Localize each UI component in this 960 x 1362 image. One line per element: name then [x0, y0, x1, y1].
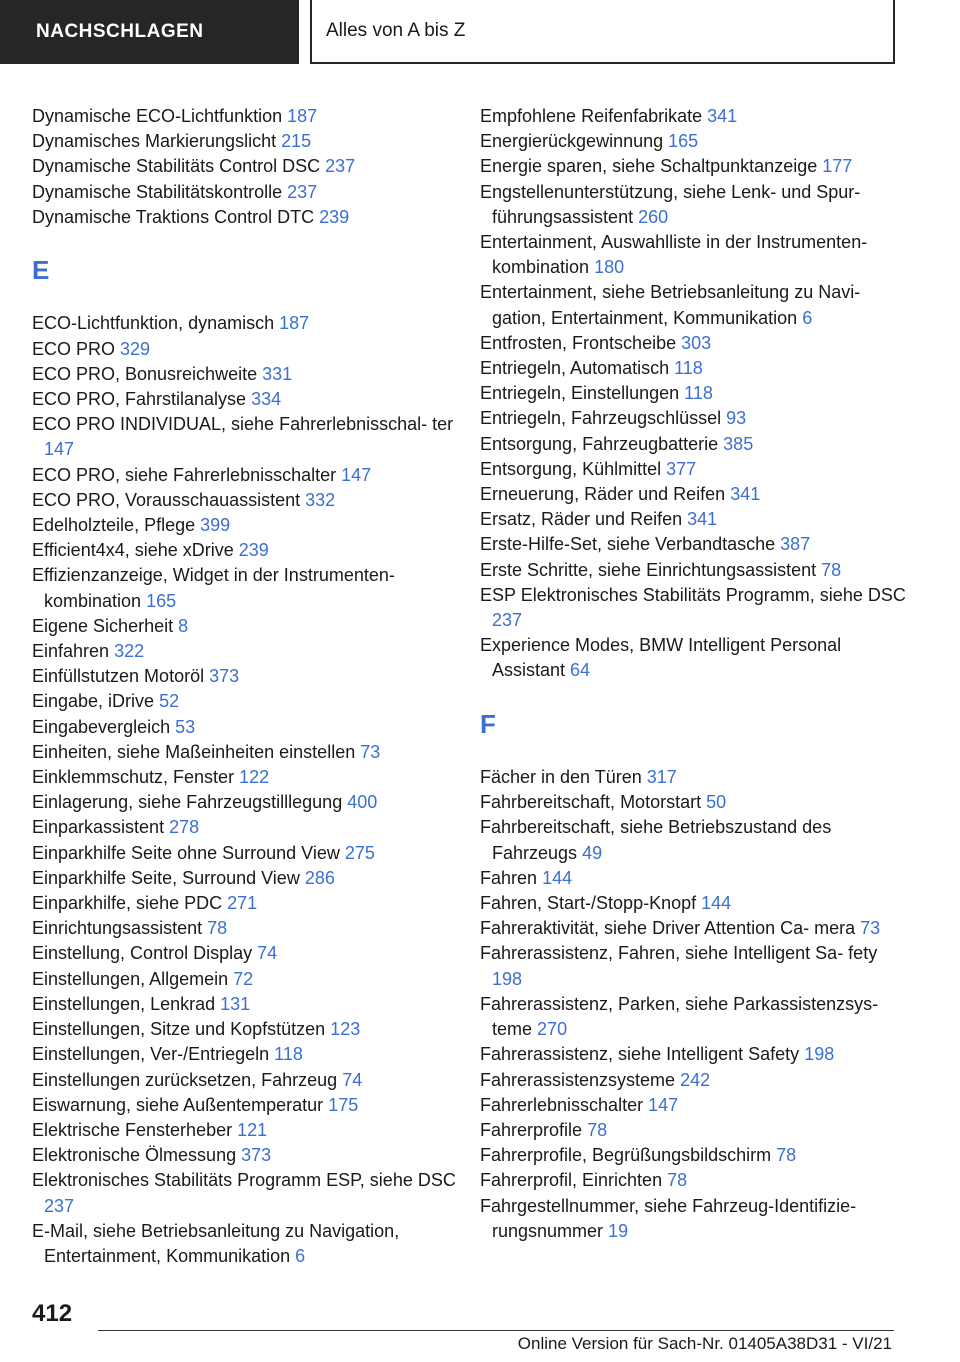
index-entry [480, 1118, 910, 1143]
index-entry-text: Efficient4x4, siehe xDrive [32, 540, 234, 561]
index-page-link[interactable]: 215 [281, 131, 312, 152]
subsection-title: Alles von A bis Z [310, 0, 895, 64]
index-entry [480, 432, 910, 457]
index-entry [32, 538, 472, 563]
index-entry [32, 614, 472, 639]
index-page-link[interactable]: 131 [220, 993, 251, 1014]
index-entry [32, 815, 472, 840]
index-entry-text: Einheiten, siehe Maßeinheiten einstellen [32, 741, 356, 762]
index-entry [480, 790, 910, 815]
index-entry-text: Elektrische Fensterheber [32, 1119, 233, 1140]
index-page-link[interactable]: 373 [241, 1145, 272, 1166]
index-entry-text: Fahrbereitschaft, siehe Betriebszustand des Fahrzeugs [480, 817, 832, 863]
index-entry [480, 815, 910, 865]
index-entry [480, 1168, 910, 1193]
index-page-link[interactable]: 260 [638, 206, 669, 227]
index-entry [32, 841, 472, 866]
index-column-left [32, 104, 472, 1269]
index-entry-text: Fahrerassistenzsysteme [480, 1069, 676, 1090]
online-version-text: Online Version für Sach-Nr. 01405A38D31 - VI/21 [517, 1334, 892, 1353]
index-entry-text: Entertainment, Auswahlliste in der Instrumenten‐ kombination [480, 232, 868, 278]
index-entry [32, 664, 472, 689]
index-page-link[interactable]: 8 [178, 615, 189, 636]
index-entry-text: Entriegeln, Fahrzeugschlüssel [480, 408, 722, 429]
index-entry [480, 916, 910, 941]
index-page-link[interactable]: 237 [492, 610, 523, 631]
index-entry [480, 457, 910, 482]
index-entry [32, 891, 472, 916]
index-page-link[interactable]: 399 [200, 515, 231, 536]
index-entry-text: Fahren, Start-/Stopp-Knopf [480, 893, 697, 914]
index-entry-text: ECO PRO, Bonusreichweite [32, 363, 258, 384]
index-page-link[interactable]: 122 [239, 767, 270, 788]
index-entry [480, 280, 910, 330]
index-entry-text: ECO PRO, Vorausschauassistent [32, 489, 301, 510]
index-entry [32, 513, 472, 538]
index-page-link[interactable]: 303 [681, 332, 712, 353]
index-page-link[interactable]: 53 [175, 716, 196, 737]
index-entry [480, 331, 910, 356]
index-page-link[interactable]: 165 [146, 590, 177, 611]
index-entry-text: ECO PRO [32, 338, 116, 359]
index-entry-text: Entertainment, siehe Betriebsanleitung zu Navi‐ gation, Entertainment, Kommunikation [480, 282, 861, 328]
index-entry-text: Experience Modes, BMW Intelligent Personal Assistant [480, 635, 842, 681]
index-entry-text: Fahrerlebnisschalter [480, 1094, 644, 1115]
index-entry [32, 1168, 472, 1218]
index-entry-text: Elektronisches Stabilitäts Programm ESP, siehe DSC [32, 1170, 456, 1191]
index-entry [480, 866, 910, 891]
index-entry-text: Einklemmschutz, Fenster [32, 767, 235, 788]
index-entry [480, 1194, 910, 1244]
index-entry-text: Dynamische Stabilitäts Control DSC [32, 156, 321, 177]
index-page-link[interactable]: 271 [227, 893, 258, 914]
index-page-link[interactable]: 49 [582, 842, 603, 863]
index-entry-text: Eiswarnung, siehe Außentemperatur [32, 1094, 324, 1115]
index-entry-text: Fahrerassistenz, Parken, siehe Parkassistenzsys‐ teme [480, 993, 879, 1040]
index-entry [32, 941, 472, 966]
index-page-link[interactable]: 118 [684, 383, 713, 404]
index-entry-text: Erste-Hilfe-Set, siehe Verbandtasche [480, 534, 776, 555]
index-entry-text: Erste Schritte, siehe Einrichtungsassistent [480, 559, 817, 580]
index-entry-text: Fahreraktivität, siehe Driver Attention Ca‐ mera [480, 918, 856, 939]
section-tab: NACHSCHLAGEN [0, 0, 299, 64]
index-entry [32, 563, 472, 613]
index-entry-text: Erneuerung, Räder und Reifen [480, 484, 726, 505]
index-page-link[interactable]: 52 [159, 691, 180, 712]
index-entry-text: Eigene Sicherheit [32, 615, 174, 636]
index-entry-text: Einstellungen, Lenkrad [32, 993, 216, 1014]
index-page-link[interactable]: 78 [587, 1119, 608, 1140]
index-entry [480, 1068, 910, 1093]
index-page-link[interactable]: 237 [287, 181, 318, 202]
index-page-link[interactable]: 341 [687, 509, 718, 530]
index-page-link[interactable]: 6 [295, 1245, 306, 1266]
index-entry [480, 532, 910, 557]
index-page-link[interactable]: 74 [257, 943, 278, 964]
index-entry [32, 311, 472, 336]
index-entry [32, 488, 472, 513]
index-page-link[interactable]: 242 [680, 1069, 711, 1090]
index-page-link[interactable]: 270 [537, 1019, 568, 1040]
index-page-link[interactable]: 64 [570, 660, 591, 681]
index-entry [480, 482, 910, 507]
index-entry [480, 633, 910, 683]
index-page-link[interactable]: 237 [44, 1195, 75, 1216]
index-entry-text: Einfüllstutzen Motoröl [32, 666, 205, 687]
index-page-link[interactable]: 50 [706, 792, 727, 813]
index-page-link[interactable]: 78 [776, 1145, 797, 1166]
index-entry [480, 558, 910, 583]
index-entry [480, 507, 910, 532]
index-entry [32, 1143, 472, 1168]
footer-divider [98, 1330, 894, 1331]
index-entry-text: Dynamische ECO-Lichtfunktion [32, 106, 283, 126]
index-entry [32, 362, 472, 387]
index-entry-text: Energierückgewinnung [480, 131, 664, 152]
index-entry-text: Einfahren [32, 641, 110, 662]
index-page-link[interactable]: 93 [726, 408, 747, 429]
index-page-link[interactable]: 144 [542, 867, 573, 888]
index-entry [480, 381, 910, 406]
index-entry [32, 866, 472, 891]
index-entry [32, 1219, 472, 1269]
index-entry [480, 941, 910, 991]
index-column-right [480, 104, 910, 1244]
index-entry-text: Einstellungen, Sitze und Kopfstützen [32, 1019, 326, 1040]
index-entry [32, 129, 472, 154]
index-page-link[interactable]: 387 [780, 534, 811, 555]
index-entry [480, 104, 910, 129]
index-page-link[interactable]: 187 [287, 106, 318, 126]
index-entry [480, 356, 910, 381]
index-page-link[interactable]: 177 [822, 156, 853, 177]
index-entry [480, 992, 910, 1042]
index-entry-text: Einparkhilfe, siehe PDC [32, 893, 223, 914]
index-entry-text: Fahrbereitschaft, Motorstart [480, 792, 702, 813]
index-page-link[interactable]: 175 [328, 1094, 359, 1115]
index-page-link[interactable]: 341 [730, 484, 761, 505]
index-page-link[interactable]: 198 [804, 1044, 835, 1065]
index-entry [32, 740, 472, 765]
index-page-link[interactable]: 377 [666, 458, 697, 479]
index-entry [480, 1093, 910, 1118]
index-entry-text: ECO PRO, Fahrstilanalyse [32, 389, 247, 410]
index-entry-text: Fahrerprofile, Begrüßungsbildschirm [480, 1145, 772, 1166]
index-entry-text: Dynamische Traktions Control DTC [32, 206, 315, 227]
index-entry [32, 337, 472, 362]
index-entry [32, 790, 472, 815]
index-entry-text: Entriegeln, Einstellungen [480, 383, 680, 404]
index-page-link[interactable]: 286 [304, 867, 335, 888]
index-entry [32, 205, 472, 230]
index-page-link[interactable]: 334 [251, 389, 282, 410]
index-page-link[interactable]: 6 [802, 307, 813, 328]
index-entry [32, 180, 472, 205]
index-page-link[interactable]: 332 [305, 489, 336, 510]
index-page-link[interactable]: 317 [646, 767, 677, 788]
index-page-link[interactable]: 73 [860, 918, 881, 939]
index-entry-text: E-Mail, siehe Betriebsanleitung zu Navigation, Entertainment, Kommunikation [32, 1220, 400, 1266]
index-page-link[interactable]: 341 [707, 106, 738, 126]
index-entry-text: Einparkhilfe Seite ohne Surround View [32, 842, 340, 863]
index-entry [32, 967, 472, 992]
index-entry-text: Fahrerprofile [480, 1119, 583, 1140]
index-page-link[interactable]: 373 [209, 666, 240, 687]
index-entry [480, 129, 910, 154]
index-page-link[interactable]: 78 [821, 559, 842, 580]
index-entry-text: Fahrgestellnummer, siehe Fahrzeug-Identifizie‐ rungsnummer [480, 1195, 857, 1241]
index-entry-text: Eingabevergleich [32, 716, 171, 737]
index-entry [32, 154, 472, 179]
index-entry-text: Ersatz, Räder und Reifen [480, 509, 683, 530]
index-entry [32, 1118, 472, 1143]
index-entry-text: Edelholzteile, Pflege [32, 515, 196, 536]
index-page-link[interactable]: 239 [238, 540, 269, 561]
index-entry-text: Elektronische Ölmessung [32, 1145, 237, 1166]
index-entry-text: Eingabe, iDrive [32, 691, 155, 712]
index-page-link[interactable]: 72 [233, 968, 254, 989]
index-entry [32, 1068, 472, 1093]
index-entry [480, 406, 910, 431]
index-entry-text: Einstellungen, Allgemein [32, 968, 229, 989]
index-entry-text: ECO PRO INDIVIDUAL, siehe Fahrerlebnisschal‐ ter [32, 414, 454, 435]
index-entry-text: Empfohlene Reifenfabrikate [480, 106, 703, 126]
index-page-link[interactable]: 385 [723, 433, 754, 454]
index-page-link[interactable]: 275 [344, 842, 375, 863]
index-entry-text: Dynamische Stabilitätskontrolle [32, 181, 283, 202]
index-entry [480, 1143, 910, 1168]
index-entry [32, 1017, 472, 1042]
index-entry [32, 1042, 472, 1067]
index-page-link[interactable]: 123 [330, 1019, 361, 1040]
index-entry [480, 154, 910, 179]
index-page-link[interactable]: 329 [120, 338, 151, 359]
index-entry-text: Einstellung, Control Display [32, 943, 253, 964]
index-entry [480, 891, 910, 916]
index-entry-text: Energie sparen, siehe Schaltpunktanzeige [480, 156, 818, 177]
index-entry [32, 765, 472, 790]
index-page-link[interactable]: 19 [608, 1220, 629, 1241]
index-page-link[interactable]: 165 [668, 131, 699, 152]
index-entry-text: Einlagerung, siehe Fahrzeugstilllegung [32, 792, 343, 813]
index-entry-text: ECO-Lichtfunktion, dynamisch [32, 313, 275, 334]
index-page-link[interactable]: 78 [667, 1170, 688, 1191]
index-page-link[interactable]: 73 [360, 741, 381, 762]
index-entry [480, 230, 910, 280]
index-entry [32, 689, 472, 714]
index-entry [32, 463, 472, 488]
index-page-link[interactable]: 198 [492, 968, 523, 989]
index-entry-text: Entsorgung, Kühlmittel [480, 458, 662, 479]
index-page-link[interactable]: 147 [648, 1094, 679, 1115]
index-entry [32, 412, 472, 462]
index-entry-text: Effizienzanzeige, Widget in der Instrumenten‐ kombination [32, 565, 395, 611]
index-page-link[interactable]: 74 [342, 1069, 363, 1090]
index-page-link[interactable]: 239 [319, 206, 350, 227]
index-entry [32, 916, 472, 941]
index-page-link[interactable]: 147 [44, 439, 75, 460]
index-page-link[interactable]: 78 [207, 918, 228, 939]
index-entry-text: Einparkhilfe Seite, Surround View [32, 867, 300, 888]
index-entry-text: Engstellenunterstützung, siehe Lenk- und Spur‐ führungsassistent [480, 181, 861, 227]
index-entry-text: Fahren [480, 867, 538, 888]
index-entry-text: Entriegeln, Automatisch [480, 358, 670, 379]
index-page-link[interactable]: 237 [325, 156, 356, 177]
index-entry [480, 1042, 910, 1067]
index-entry [32, 992, 472, 1017]
index-entry-text: Einstellungen, Ver-/Entriegeln [32, 1044, 270, 1065]
page-header [0, 0, 960, 66]
index-entry-text: Einparkassistent [32, 817, 165, 838]
index-entry [32, 104, 472, 129]
index-entry-text: Fächer in den Türen [480, 767, 642, 788]
index-page-link[interactable]: 144 [701, 893, 732, 914]
index-page-link[interactable]: 180 [594, 257, 625, 278]
index-page-link[interactable]: 147 [341, 464, 372, 485]
index-page-link[interactable]: 331 [262, 363, 293, 384]
index-entry-text: Dynamisches Markierungslicht [32, 131, 277, 152]
index-entry-text: ESP Elektronisches Stabilitäts Programm, siehe DSC [480, 584, 906, 605]
index-entry-text: ECO PRO, siehe Fahrerlebnisschalter [32, 464, 337, 485]
index-page-link[interactable]: 400 [347, 792, 378, 813]
index-page-link[interactable]: 278 [169, 817, 200, 838]
index-entry [32, 387, 472, 412]
index-entry [480, 765, 910, 790]
index-page-link[interactable]: 322 [114, 641, 145, 662]
index-page-link[interactable]: 187 [279, 313, 310, 334]
index-entry-text: Einrichtungsassistent [32, 918, 203, 939]
index-entry-text: Entsorgung, Fahrzeugbatterie [480, 433, 719, 454]
page-number: 412 [32, 1300, 73, 1327]
index-entry [32, 715, 472, 740]
index-letter-heading: E [32, 255, 50, 286]
index-entry-text: Einstellungen zurücksetzen, Fahrzeug [32, 1069, 338, 1090]
index-page-link[interactable]: 118 [674, 358, 703, 379]
index-entry [480, 583, 910, 633]
index-entry-text: Fahrerprofil, Einrichten [480, 1170, 663, 1191]
index-page-link[interactable]: 121 [237, 1119, 268, 1140]
index-entry-text: Fahrerassistenz, Fahren, siehe Intelligent Sa‐ fety [480, 943, 878, 964]
index-entry-text: Entfrosten, Frontscheibe [480, 332, 677, 353]
index-letter-heading: F [480, 708, 496, 739]
index-entry-text: Fahrerassistenz, siehe Intelligent Safety [480, 1044, 800, 1065]
index-entry [32, 1093, 472, 1118]
index-page-link[interactable]: 118 [274, 1044, 303, 1065]
index-entry [32, 639, 472, 664]
index-entry [480, 180, 910, 230]
